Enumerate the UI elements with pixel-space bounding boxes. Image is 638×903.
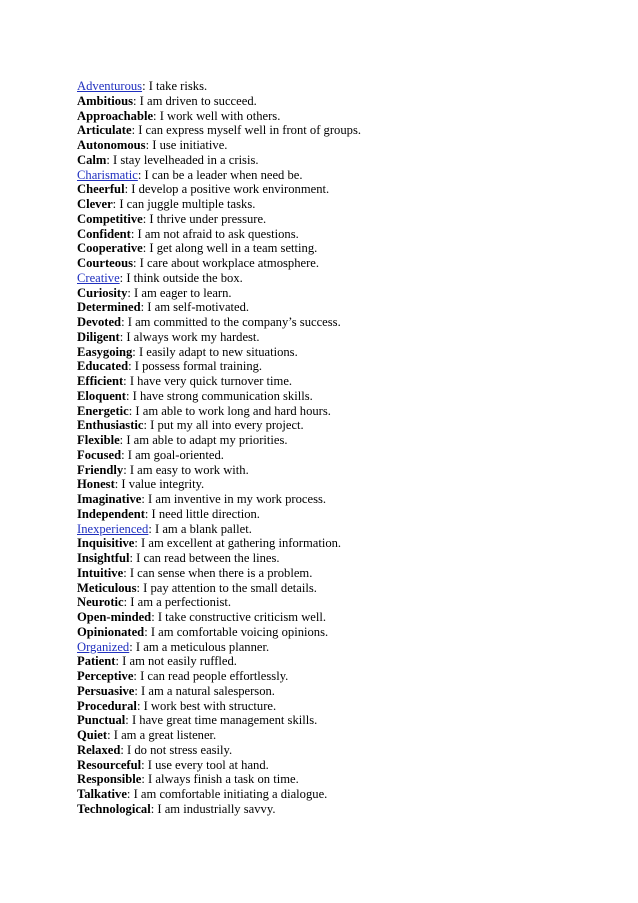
trait-entry	[77, 522, 617, 537]
trait-term: Articulate	[77, 123, 132, 138]
trait-term: Imaginative	[77, 492, 142, 506]
trait-term: Quiet	[77, 728, 108, 742]
trait-description: : I take risks.	[142, 79, 208, 93]
trait-description: : I can read people effortlessly.	[133, 669, 289, 683]
trait-entry	[77, 758, 617, 773]
trait-description: : I work well with others.	[153, 108, 281, 123]
trait-term-link[interactable]: Adventurous	[77, 79, 143, 93]
trait-term: Procedural	[77, 698, 137, 713]
trait-entry	[77, 271, 617, 286]
trait-description: : I am eager to learn.	[127, 285, 232, 300]
trait-entry	[77, 595, 617, 610]
trait-description: : I am self-motivated.	[140, 300, 250, 315]
trait-description: : I am goal-oriented.	[121, 447, 224, 462]
trait-description: : I easily adapt to new situations.	[132, 344, 298, 359]
trait-term: Open-minded	[77, 610, 152, 624]
trait-description: : I thrive under pressure.	[142, 211, 267, 226]
trait-entry	[77, 492, 617, 507]
trait-entry	[77, 728, 617, 743]
trait-description: : I always work my hardest.	[119, 329, 260, 344]
trait-description: : I develop a positive work environment.	[124, 182, 330, 197]
trait-term: Resourceful	[77, 757, 142, 772]
trait-description: : I am a blank pallet.	[148, 521, 252, 536]
trait-term: Autonomous	[77, 138, 146, 152]
trait-description: : I am easy to work with.	[123, 462, 249, 477]
trait-description: : I am a meticulous planner.	[129, 639, 270, 654]
trait-description: : I can read between the lines.	[129, 551, 280, 565]
trait-entry	[77, 684, 617, 699]
trait-term: Honest	[77, 477, 115, 492]
trait-entry	[77, 241, 617, 256]
trait-description: : I am driven to succeed.	[132, 93, 257, 108]
trait-entry	[77, 389, 617, 404]
trait-description: : I get along well in a team setting.	[142, 241, 318, 256]
trait-description: : I work best with structure.	[136, 698, 277, 713]
trait-term: Ambitious	[77, 93, 133, 108]
trait-entry	[77, 507, 617, 522]
trait-entry	[77, 109, 617, 124]
trait-entry	[77, 79, 617, 94]
trait-description: : I can be a leader when need be.	[137, 167, 303, 182]
trait-term: Insightful	[77, 551, 130, 565]
trait-entry	[77, 713, 617, 728]
trait-entry	[77, 286, 617, 301]
trait-description: : I care about workplace atmosphere.	[132, 256, 320, 270]
trait-term: Cheerful	[77, 182, 125, 197]
trait-entry	[77, 772, 617, 787]
trait-term: Cooperative	[77, 241, 143, 256]
trait-entry	[77, 212, 617, 227]
trait-description: : I stay levelheaded in a crisis.	[106, 152, 259, 167]
trait-entry	[77, 477, 617, 492]
trait-term: Inquisitive	[77, 536, 135, 551]
trait-entry	[77, 669, 617, 684]
trait-list	[77, 79, 617, 817]
trait-term: Perceptive	[77, 669, 134, 683]
trait-term-link[interactable]: Organized	[77, 639, 130, 654]
trait-entry	[77, 345, 617, 360]
trait-description: : I put my all into every project.	[143, 418, 304, 433]
trait-term: Curiosity	[77, 285, 128, 300]
trait-term: Neurotic	[77, 595, 124, 610]
trait-entry	[77, 463, 617, 478]
trait-description: : I can juggle multiple tasks.	[112, 197, 256, 211]
trait-term: Persuasive	[77, 683, 135, 698]
trait-description: : I am a great listener.	[107, 728, 217, 742]
trait-term: Easygoing	[77, 344, 133, 359]
trait-entry	[77, 138, 617, 153]
trait-description: : I take constructive criticism well.	[151, 610, 327, 624]
trait-description: : I am comfortable voicing opinions.	[144, 624, 329, 639]
trait-term-link[interactable]: Creative	[77, 270, 120, 285]
trait-description: : I have great time management skills.	[125, 713, 318, 728]
trait-entry	[77, 566, 617, 581]
trait-entry	[77, 802, 617, 817]
trait-entry	[77, 256, 617, 271]
trait-term: Intuitive	[77, 565, 124, 580]
trait-entry	[77, 374, 617, 389]
trait-description: : I think outside the box.	[119, 270, 243, 285]
trait-term: Clever	[77, 197, 113, 211]
trait-description: : I am able to work long and hard hours.	[128, 403, 331, 418]
trait-description: : I am comfortable initiating a dialogue.	[126, 787, 328, 801]
trait-term: Opinionated	[77, 624, 145, 639]
trait-entry	[77, 640, 617, 655]
trait-entry	[77, 404, 617, 419]
trait-term: Confident	[77, 226, 131, 241]
trait-entry	[77, 227, 617, 242]
trait-description: : I can sense when there is a problem.	[123, 565, 313, 580]
trait-entry	[77, 153, 617, 168]
trait-term: Focused	[77, 447, 122, 462]
trait-description: : I value integrity.	[114, 477, 205, 492]
trait-term: Flexible	[77, 433, 120, 447]
trait-description: : I use every tool at hand.	[141, 757, 269, 772]
trait-entry	[77, 359, 617, 374]
trait-term: Responsible	[77, 772, 142, 787]
trait-term: Educated	[77, 359, 129, 374]
trait-entry	[77, 123, 617, 138]
trait-description: : I am not easily ruffled.	[115, 654, 237, 669]
trait-description: : I am industrially savvy.	[150, 801, 276, 816]
trait-description: : I am not afraid to ask questions.	[130, 226, 299, 241]
trait-term: Approachable	[77, 108, 154, 123]
trait-description: : I am able to adapt my priorities.	[119, 433, 288, 447]
trait-term-link[interactable]: Charismatic	[77, 167, 138, 182]
trait-entry	[77, 168, 617, 183]
trait-term: Punctual	[77, 713, 126, 728]
trait-entry	[77, 197, 617, 212]
trait-description: : I use initiative.	[145, 138, 228, 152]
trait-entry	[77, 94, 617, 109]
trait-description: : I am a natural salesperson.	[134, 683, 275, 698]
trait-term-link[interactable]: Inexperienced	[77, 521, 149, 536]
trait-term: Eloquent	[77, 388, 126, 403]
trait-term: Determined	[77, 300, 141, 315]
trait-entry	[77, 315, 617, 330]
trait-description: : I am committed to the company’s success.	[121, 315, 341, 329]
trait-term: Devoted	[77, 315, 122, 329]
trait-description: : I am inventive in my work process.	[141, 492, 327, 506]
trait-entry	[77, 536, 617, 551]
trait-entry	[77, 625, 617, 640]
trait-term: Competitive	[77, 211, 143, 226]
trait-entry	[77, 448, 617, 463]
trait-entry	[77, 330, 617, 345]
trait-description: : I possess formal training.	[128, 359, 263, 374]
trait-term: Diligent	[77, 329, 120, 344]
trait-description: : I always finish a task on time.	[141, 772, 299, 787]
trait-term: Friendly	[77, 462, 124, 477]
trait-term: Efficient	[77, 374, 124, 388]
trait-entry	[77, 581, 617, 596]
trait-entry	[77, 699, 617, 714]
trait-entry	[77, 182, 617, 197]
trait-term: Calm	[77, 152, 107, 167]
trait-description: : I need little direction.	[144, 506, 260, 521]
trait-entry	[77, 433, 617, 448]
trait-description: : I am excellent at gathering information.	[134, 536, 342, 551]
trait-term: Courteous	[77, 256, 133, 270]
trait-entry	[77, 300, 617, 315]
trait-description: : I have very quick turnover time.	[123, 374, 293, 388]
trait-entry	[77, 787, 617, 802]
trait-description: : I have strong communication skills.	[126, 388, 313, 403]
trait-description: : I can express myself well in front of groups.	[131, 123, 361, 138]
trait-entry	[77, 418, 617, 433]
trait-term: Meticulous	[77, 580, 137, 595]
trait-term: Talkative	[77, 787, 127, 801]
trait-term: Energetic	[77, 403, 129, 418]
trait-description: : I am a perfectionist.	[123, 595, 231, 610]
trait-term: Relaxed	[77, 742, 121, 757]
trait-term: Independent	[77, 506, 145, 521]
trait-term: Enthusiastic	[77, 418, 144, 433]
trait-entry	[77, 551, 617, 566]
trait-description: : I pay attention to the small details.	[136, 580, 317, 595]
trait-term: Technological	[77, 801, 151, 816]
trait-entry	[77, 654, 617, 669]
trait-term: Patient	[77, 654, 116, 669]
trait-entry	[77, 610, 617, 625]
trait-entry	[77, 743, 617, 758]
trait-description: : I do not stress easily.	[120, 742, 233, 757]
document-page	[77, 79, 617, 817]
